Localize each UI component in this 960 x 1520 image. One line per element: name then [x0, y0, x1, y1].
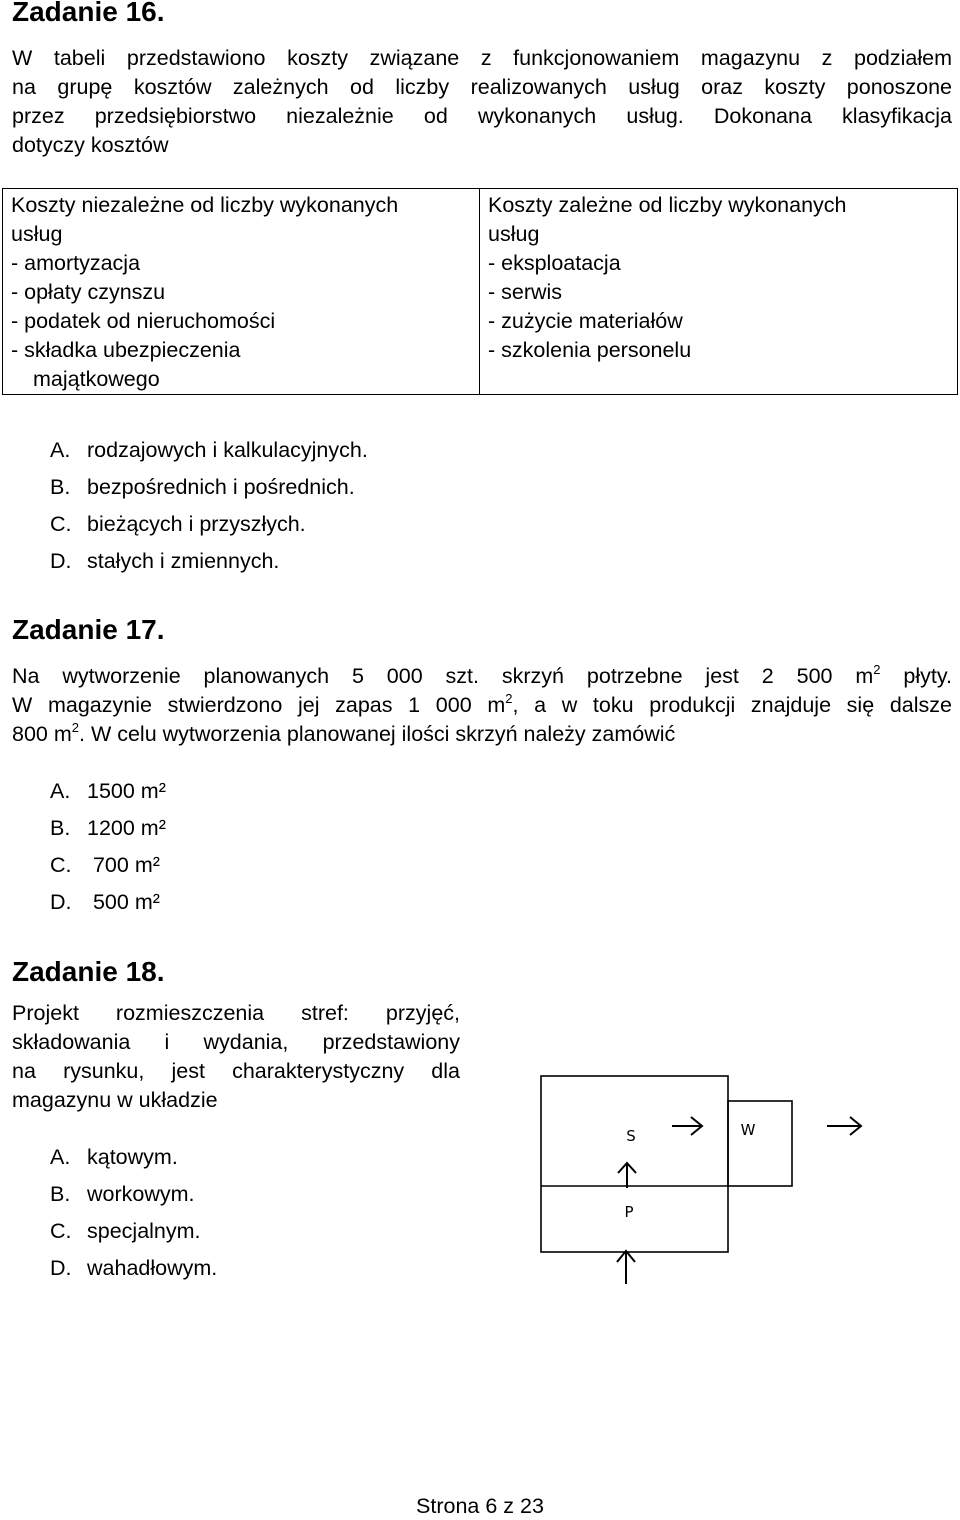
task16-line: W tabeli przedstawiono koszty związane z funkcjonowaniem magazynu z podziałem: [12, 46, 952, 70]
option-text: specjalnym.: [87, 1219, 201, 1243]
option-text: stałych i zmiennych.: [87, 549, 280, 573]
text-run: 800 m: [12, 722, 72, 746]
text-run: Na wytworzenie planowanych 5 000 szt. skrzyń potrzebne jest 2 500 m: [12, 664, 874, 688]
answer-option: [50, 814, 166, 851]
text-run: W magazynie stwierdzono jej zapas 1 000 m: [12, 693, 506, 717]
task18-line: na rysunku, jest charakterystyczny dla: [12, 1059, 460, 1083]
task16-line: dotyczy kosztów: [12, 133, 169, 157]
independent-cost-item: majątkowego: [33, 367, 160, 391]
cost-classification-table: [2, 188, 958, 395]
answer-option: [50, 1254, 217, 1291]
arrow-receiving-to-storage-icon: [618, 1163, 636, 1188]
text-run: . W celu wytworzenia planowanej ilości skrzyń należy zamówić: [79, 722, 676, 746]
option-text: 1200 m²: [87, 816, 166, 840]
receiving-zone-label: P: [624, 1203, 634, 1221]
arrow-dispatch-out-icon: [827, 1117, 861, 1135]
dispatch-zone: [728, 1101, 792, 1186]
warehouse-layout-diagram: [530, 1060, 880, 1300]
page-footer: Strona 6 z 23: [416, 1494, 544, 1518]
dependent-cost-item: - zużycie materiałów: [488, 309, 683, 333]
option-key: C.: [50, 512, 72, 536]
option-text: wahadłowym.: [87, 1256, 218, 1280]
superscript: 2: [873, 661, 881, 677]
task17-line: [12, 720, 952, 749]
storage-zone: [541, 1076, 728, 1252]
independent-costs-header: usług: [11, 222, 63, 246]
task18-line: składowania i wydania, przedstawiony: [12, 1030, 460, 1054]
task16-title: Zadanie 16.: [12, 0, 165, 27]
dependent-costs-header: Koszty zależne od liczby wykonanych: [488, 193, 847, 217]
independent-costs-cell: [3, 189, 480, 395]
task18-question: [12, 999, 460, 1115]
superscript: 2: [71, 719, 79, 735]
task16-line: przez przedsiębiorstwo niezależnie od wykonanych usług. Dokonana klasyfikacja: [12, 104, 952, 128]
option-key: B.: [50, 475, 71, 499]
task18-options: [50, 1143, 217, 1291]
independent-costs-header: Koszty niezależne od liczby wykonanych: [11, 193, 399, 217]
task17-line: [12, 662, 952, 691]
answer-option: [50, 436, 368, 473]
option-key: D.: [50, 890, 72, 914]
arrow-into-receiving-icon: [617, 1251, 635, 1284]
task18-line: Projekt rozmieszczenia stref: przyjęć,: [12, 1001, 460, 1025]
storage-zone-label: S: [626, 1127, 636, 1145]
option-text: rodzajowych i kalkulacyjnych.: [87, 438, 368, 462]
dispatch-zone-label: W: [740, 1121, 756, 1139]
option-key: C.: [50, 853, 72, 877]
independent-cost-item: - opłaty czynszu: [11, 280, 166, 304]
superscript: 2: [505, 690, 513, 706]
independent-cost-item: - amortyzacja: [11, 251, 141, 275]
arrow-storage-to-dispatch-icon: [672, 1117, 702, 1135]
task16-line: na grupę kosztów zależnych od liczby realizowanych usług oraz koszty ponoszone: [12, 75, 952, 99]
option-key: D.: [50, 549, 72, 573]
answer-option: [50, 1180, 217, 1217]
answer-option: [50, 1217, 217, 1254]
dependent-costs-header: usług: [488, 222, 540, 246]
option-key: B.: [50, 816, 71, 840]
task17-title: Zadanie 17.: [12, 614, 165, 645]
answer-option: [50, 1143, 217, 1180]
text-run: płyty.: [880, 664, 953, 688]
option-text: 1500 m²: [87, 779, 166, 803]
task17-options: [50, 777, 166, 925]
independent-cost-item: - składka ubezpieczenia: [11, 338, 241, 362]
dependent-costs-cell: [480, 189, 958, 395]
option-text: kątowym.: [87, 1145, 178, 1169]
option-key: A.: [50, 1145, 71, 1169]
text-run: , a w toku produkcji znajduje się dalsze: [512, 693, 952, 717]
option-text: bieżących i przyszłych.: [87, 512, 306, 536]
task18-line: magazynu w układzie: [12, 1088, 218, 1112]
answer-option: [50, 888, 166, 925]
option-key: B.: [50, 1182, 71, 1206]
option-key: A.: [50, 779, 71, 803]
answer-option: [50, 510, 368, 547]
dependent-cost-item: - serwis: [488, 280, 563, 304]
dependent-cost-item: - eksploatacja: [488, 251, 621, 275]
option-key: C.: [50, 1219, 72, 1243]
task16-question: [12, 44, 952, 160]
option-key: D.: [50, 1256, 72, 1280]
option-text: bezpośrednich i pośrednich.: [87, 475, 355, 499]
option-key: A.: [50, 438, 71, 462]
option-text: 700 m²: [87, 853, 160, 877]
answer-option: [50, 851, 166, 888]
task17-question: [12, 662, 952, 749]
option-text: 500 m²: [87, 890, 160, 914]
task18-title: Zadanie 18.: [12, 956, 165, 987]
task16-options: [50, 436, 368, 584]
answer-option: [50, 473, 368, 510]
answer-option: [50, 777, 166, 814]
task17-line: [12, 691, 952, 720]
option-text: workowym.: [87, 1182, 195, 1206]
independent-cost-item: - podatek od nieruchomości: [11, 309, 276, 333]
answer-option: [50, 547, 368, 584]
dependent-cost-item: - szkolenia personelu: [488, 338, 692, 362]
